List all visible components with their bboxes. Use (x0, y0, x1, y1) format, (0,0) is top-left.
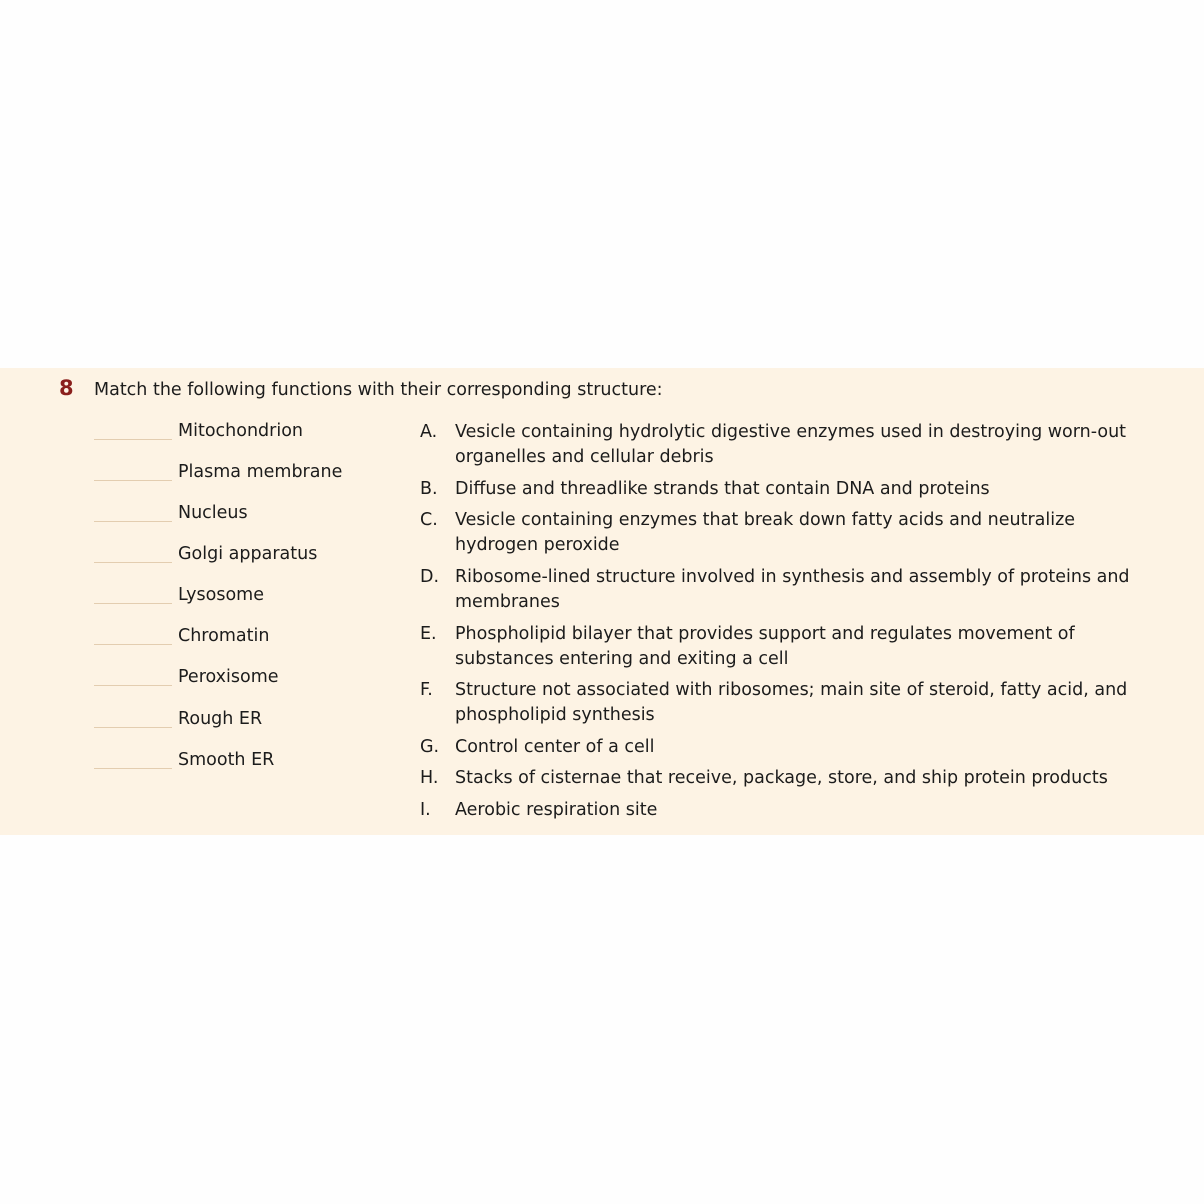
option-letter: I. (420, 800, 431, 820)
structure-label: Peroxisome (178, 667, 279, 687)
option-text: Ribosome-lined structure involved in synthesis and assembly of proteins and membranes (455, 567, 1130, 612)
option-text: Structure not associated with ribosomes; main site of steroid, fatty acid, and phospholipid synthesis (455, 680, 1128, 725)
structure-row-rough-er (94, 707, 414, 733)
answer-blank[interactable] (94, 480, 172, 481)
structure-label: Plasma membrane (178, 462, 343, 482)
option-text: Vesicle containing enzymes that break down fatty acids and neutralize hydrogen peroxide (455, 510, 1076, 555)
structure-row-lysosome (94, 583, 414, 609)
question-prompt: Match the following functions with their corresponding structure: (94, 380, 663, 400)
answer-blank[interactable] (94, 685, 172, 686)
option-letter: C. (420, 510, 438, 530)
option-text: Phospholipid bilayer that provides support and regulates movement of substances entering and exiting a cell (455, 624, 1075, 669)
option-letter: B. (420, 479, 438, 499)
option-letter: D. (420, 567, 440, 587)
answer-blank[interactable] (94, 603, 172, 604)
answer-blank[interactable] (94, 562, 172, 563)
structure-row-peroxisome (94, 665, 414, 691)
question-number: 8 (59, 376, 74, 400)
structure-row-plasma-membrane (94, 460, 414, 486)
structure-label: Rough ER (178, 709, 263, 729)
structure-row-smooth-er (94, 748, 414, 774)
option-letter: A. (420, 422, 438, 442)
option-letter: E. (420, 624, 437, 644)
structure-label: Chromatin (178, 626, 270, 646)
answer-blank[interactable] (94, 768, 172, 769)
option-text: Diffuse and threadlike strands that contain DNA and proteins (455, 479, 990, 499)
structure-label: Mitochondrion (178, 421, 304, 441)
option-text: Stacks of cisternae that receive, package, store, and ship protein products (455, 768, 1108, 788)
answer-blank[interactable] (94, 439, 172, 440)
structure-label: Smooth ER (178, 750, 275, 770)
structure-label: Lysosome (178, 585, 264, 605)
structure-row-mitochondrion (94, 419, 414, 445)
structure-row-chromatin (94, 624, 414, 650)
structure-label: Nucleus (178, 503, 248, 523)
answer-blank[interactable] (94, 644, 172, 645)
option-text: Vesicle containing hydrolytic digestive enzymes used in destroying worn-out organelles and cellular debris (455, 422, 1127, 467)
answer-blank[interactable] (94, 521, 172, 522)
answer-blank[interactable] (94, 727, 172, 728)
option-text: Aerobic respiration site (455, 800, 658, 820)
structure-row-golgi-apparatus (94, 542, 414, 568)
structure-label: Golgi apparatus (178, 544, 318, 564)
option-letter: G. (420, 737, 440, 757)
option-letter: H. (420, 768, 439, 788)
option-text: Control center of a cell (455, 737, 655, 757)
option-letter: F. (420, 680, 433, 700)
structure-row-nucleus (94, 501, 414, 527)
